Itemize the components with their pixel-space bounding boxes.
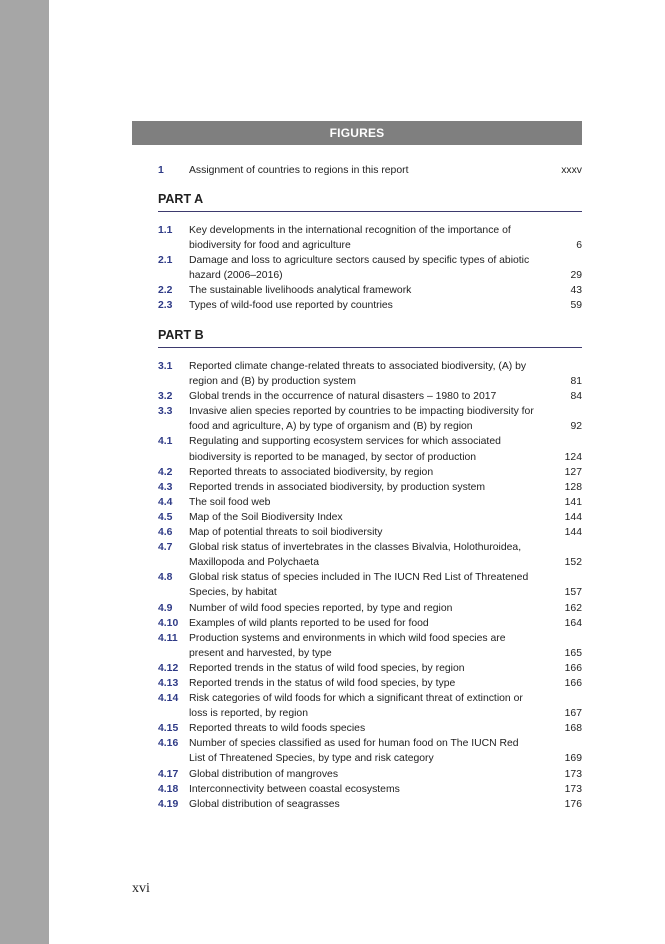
figure-number: 3.3 <box>158 406 173 418</box>
figure-title: The sustainable livelihoods analytical framework <box>189 285 412 297</box>
figure-title: Global trends in the occurrence of natural disasters – 1980 to 2017 <box>189 391 497 403</box>
figure-title: Global distribution of seagrasses <box>189 798 340 810</box>
figure-page-number: 43 <box>570 285 582 297</box>
figure-entry[interactable] <box>158 676 582 691</box>
figure-page-number: 29 <box>570 270 582 282</box>
figure-title: Reported trends in the status of wild food species, by region <box>189 662 465 674</box>
figure-page-number: 164 <box>564 617 582 629</box>
figure-entry[interactable] <box>158 797 582 812</box>
figure-title: Reported threats to wild foods species <box>189 723 366 735</box>
figure-title: The soil food web <box>189 496 271 508</box>
figure-entry[interactable] <box>158 510 582 525</box>
part-b-title: PART B <box>158 328 204 342</box>
figure-title: Global distribution of mangroves <box>189 768 339 780</box>
figure-title: Types of wild-food use reported by countries <box>189 300 393 312</box>
figure-page-number: 166 <box>564 662 582 674</box>
figure-page-number: 173 <box>564 768 582 780</box>
figure-entry[interactable] <box>158 691 582 721</box>
figure-number: 4.12 <box>158 662 179 674</box>
figure-title: Examples of wild plants reported to be used for food <box>189 617 429 629</box>
figure-page-number: 165 <box>564 647 582 659</box>
part-a-heading <box>158 191 582 212</box>
part-b-figure-list <box>158 359 582 812</box>
figure-title: Regulating and supporting ecosystem services for which associated biodiversity is reported to be managed, by sector of production <box>189 436 501 463</box>
figure-number: 4.8 <box>158 572 173 584</box>
figure-title: Key developments in the international recognition of the importance of biodiversity for food and agriculture <box>189 225 511 252</box>
figure-entry[interactable] <box>158 570 582 600</box>
figure-number: 3.1 <box>158 361 173 372</box>
figure-title: Production systems and environments in which wild food species are present and harvested, by type <box>189 632 506 659</box>
figure-entry[interactable] <box>158 767 582 782</box>
figures-title: FIGURES <box>329 126 385 140</box>
figures-header <box>132 121 582 145</box>
figure-number: 1 <box>158 165 164 176</box>
figure-entry[interactable] <box>158 283 582 298</box>
figure-title: Map of potential threats to soil biodiversity <box>189 527 383 539</box>
figure-title: Interconnectivity between coastal ecosystems <box>189 783 400 795</box>
page-margin-band <box>0 0 49 944</box>
figure-title: Map of the Soil Biodiversity Index <box>189 511 343 523</box>
figure-number: 4.17 <box>158 768 179 780</box>
figure-entry[interactable] <box>158 253 582 283</box>
figure-title: Global risk status of species included in The IUCN Red List of Threatened Species, by habitat <box>189 572 529 599</box>
figure-title: Invasive alien species reported by countries to be impacting biodiversity for food and agriculture, A) by type of organism and (B) by region <box>189 406 534 433</box>
figure-entry[interactable] <box>158 782 582 797</box>
intro-figure-list <box>158 163 582 178</box>
figure-number: 4.4 <box>158 496 173 508</box>
figure-entry[interactable] <box>158 404 582 434</box>
figure-entry[interactable] <box>158 661 582 676</box>
figure-entry[interactable] <box>158 163 582 178</box>
figure-entry[interactable] <box>158 495 582 510</box>
figure-number: 4.15 <box>158 723 179 735</box>
figure-entry[interactable] <box>158 389 582 404</box>
figure-page-number: 127 <box>564 466 582 478</box>
figure-title: Number of wild food species reported, by type and region <box>189 602 453 614</box>
figure-page-number: 144 <box>564 511 582 523</box>
figure-entry[interactable] <box>158 359 582 389</box>
figure-title: Reported climate change-related threats to associated biodiversity, (A) by region and (B) by production system <box>189 361 527 388</box>
figure-page-number: 144 <box>564 527 582 539</box>
figure-title: Reported trends in associated biodiversity, by production system <box>189 481 486 493</box>
part-b-heading <box>158 327 582 348</box>
figure-page-number: 157 <box>564 587 582 599</box>
figure-number: 4.14 <box>158 693 179 705</box>
part-a-figure-list <box>158 223 582 314</box>
figure-page-number: 92 <box>570 421 582 433</box>
figure-entry[interactable] <box>158 465 582 480</box>
figure-number: 4.5 <box>158 511 173 523</box>
figure-entry[interactable] <box>158 601 582 616</box>
figure-title: Global risk status of invertebrates in the classes Bivalvia, Holothuroidea, Maxillopoda and Polychaeta <box>189 542 522 569</box>
figure-page-number: 128 <box>564 481 582 493</box>
figure-page-number: 6 <box>576 240 582 252</box>
figure-entry[interactable] <box>158 434 582 464</box>
figure-entry[interactable] <box>158 525 582 540</box>
figure-number: 4.10 <box>158 617 179 629</box>
figure-page-number: 166 <box>564 677 582 689</box>
figure-entry[interactable] <box>158 480 582 495</box>
figure-number: 4.6 <box>158 527 173 539</box>
figure-number: 4.7 <box>158 542 173 554</box>
figure-number: 4.3 <box>158 481 173 493</box>
figure-page-number: 168 <box>564 723 582 735</box>
figure-title: Number of species classified as used for human food on The IUCN Red List of Threatened Species, by type and risk category <box>189 738 519 765</box>
figure-entry[interactable] <box>158 616 582 631</box>
figure-number: 4.16 <box>158 738 179 750</box>
figure-number: 2.1 <box>158 255 173 267</box>
page-number: xvi <box>132 881 150 896</box>
figure-page-number: 176 <box>564 798 582 810</box>
figure-number: 4.18 <box>158 783 179 795</box>
figure-page-number: 124 <box>564 451 582 463</box>
figure-title: Risk categories of wild foods for which a significant threat of extinction or loss is reported, by region <box>189 693 523 720</box>
figure-number: 4.11 <box>158 632 178 644</box>
figure-number: 2.2 <box>158 285 173 297</box>
figure-number: 4.2 <box>158 466 173 478</box>
figure-number: 4.9 <box>158 602 173 614</box>
figure-page-number: 152 <box>564 557 582 569</box>
figure-page-number: 167 <box>564 708 582 720</box>
figure-entry[interactable] <box>158 721 582 736</box>
figure-entry[interactable] <box>158 298 582 313</box>
figure-page-number: 81 <box>570 376 582 388</box>
figure-title: Reported threats to associated biodiversity, by region <box>189 466 434 478</box>
figure-page-number: 169 <box>564 753 582 765</box>
figure-number: 2.3 <box>158 300 173 312</box>
figure-number: 3.2 <box>158 391 173 403</box>
figure-entry[interactable] <box>158 223 582 253</box>
figure-number: 1.1 <box>158 225 173 236</box>
figure-title: Reported trends in the status of wild food species, by type <box>189 677 456 689</box>
figure-page-number: 84 <box>570 391 582 403</box>
figure-number: 4.1 <box>158 436 173 448</box>
figure-number: 4.13 <box>158 677 179 689</box>
part-a-title: PART A <box>158 192 204 206</box>
figure-page-number: 173 <box>564 783 582 795</box>
figure-page-number: 141 <box>564 496 582 508</box>
figure-entry[interactable] <box>158 736 582 766</box>
figure-title: Assignment of countries to regions in this report <box>189 165 409 176</box>
figure-entry[interactable] <box>158 631 582 661</box>
figure-number: 4.19 <box>158 798 179 810</box>
figure-entry[interactable] <box>158 540 582 570</box>
figure-page-number: 162 <box>564 602 582 614</box>
figure-title: Damage and loss to agriculture sectors caused by specific types of abiotic hazard (2006–2016) <box>189 255 530 282</box>
figure-page-number: 59 <box>570 300 582 312</box>
figure-page-number: xxxv <box>561 165 582 176</box>
